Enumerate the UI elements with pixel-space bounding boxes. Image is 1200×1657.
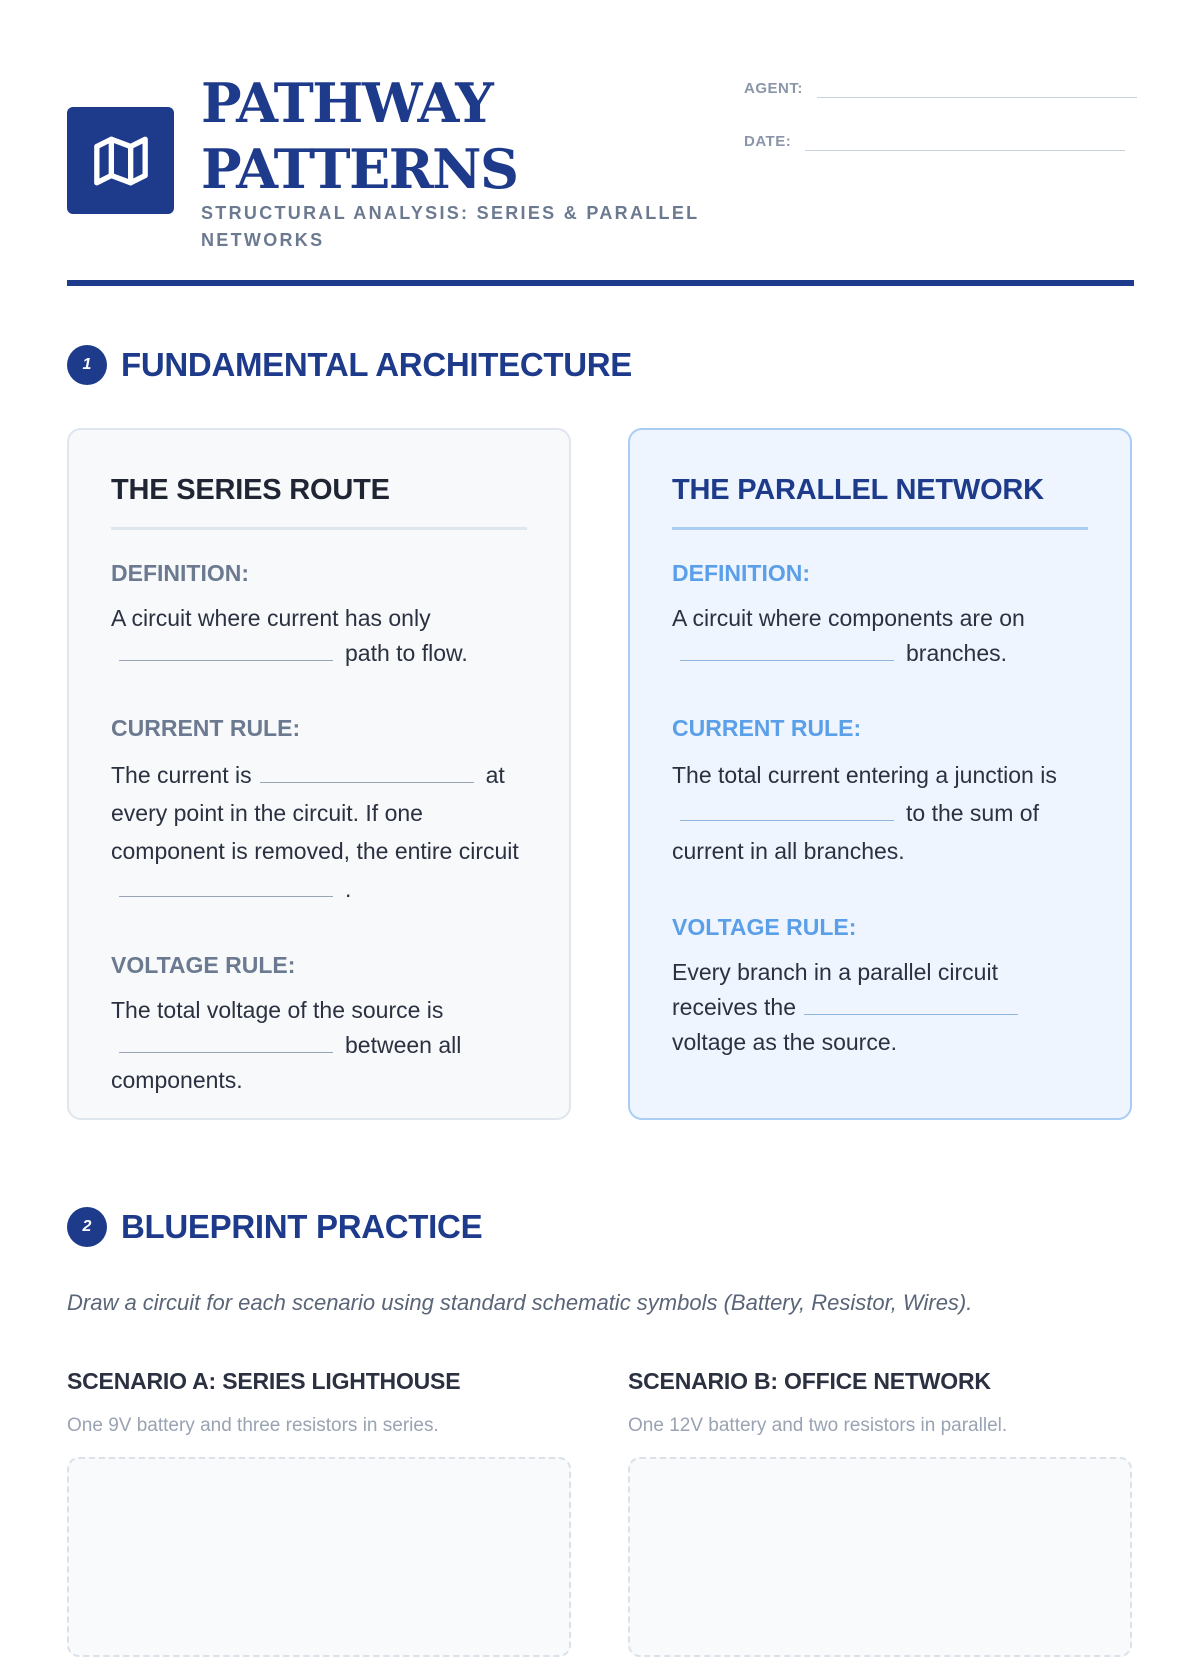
current-rule-label: CURRENT RULE: xyxy=(111,715,301,741)
date-label: DATE: xyxy=(744,132,792,150)
text-fragment: Every branch in a parallel circuit receives the xyxy=(672,959,998,1020)
date-row xyxy=(744,131,1125,151)
current-rule-label: CURRENT RULE: xyxy=(672,715,862,741)
page-subtitle: STRUCTURAL ANALYSIS: SERIES & PARALLEL NETWORKS xyxy=(201,203,700,250)
header-divider xyxy=(67,280,1134,286)
page-title: PATHWAY PATTERNS xyxy=(201,71,518,201)
definition-text xyxy=(672,601,1088,671)
voltage-rule-text xyxy=(111,993,527,1098)
fill-in-blank[interactable] xyxy=(119,1032,333,1053)
worksheet-page xyxy=(67,0,1134,1600)
practice-instructions: Draw a circuit for each scenario using standard schematic symbols (Battery, Resistor, Wires). xyxy=(67,1290,973,1315)
text-fragment: A circuit where components are on xyxy=(672,605,1025,631)
scenario-b xyxy=(628,1368,1132,1657)
fill-in-blank[interactable] xyxy=(804,994,1018,1015)
text-fragment: to the sum of current in all branches. xyxy=(672,800,1039,864)
fill-in-blank[interactable] xyxy=(260,762,474,783)
voltage-rule-label: VOLTAGE RULE: xyxy=(672,914,857,940)
drawing-area[interactable] xyxy=(628,1457,1132,1657)
text-fragment: The current is xyxy=(111,762,252,788)
section-title: BLUEPRINT PRACTICE xyxy=(121,1208,483,1245)
text-fragment: The total voltage of the source is xyxy=(111,997,444,1023)
current-rule-text xyxy=(672,756,1088,870)
text-fragment: branches. xyxy=(906,640,1008,666)
text-fragment: between all components. xyxy=(111,1032,462,1093)
scenario-title: SCENARIO A: SERIES LIGHTHOUSE xyxy=(67,1368,461,1394)
agent-label: AGENT: xyxy=(744,79,803,97)
scenario-description: One 9V battery and three resistors in series. xyxy=(67,1415,439,1436)
section-1-heading xyxy=(67,345,632,385)
text-fragment: voltage as the source. xyxy=(672,1029,898,1055)
definition-label: DEFINITION: xyxy=(111,560,249,586)
voltage-rule-label: VOLTAGE RULE: xyxy=(111,952,296,978)
section-2-heading xyxy=(67,1207,482,1247)
voltage-rule-text xyxy=(672,955,1088,1060)
voltage-rule-block xyxy=(672,914,1088,1060)
parallel-card xyxy=(628,428,1132,1120)
current-rule-block xyxy=(111,715,527,908)
text-fragment: at every point in the circuit. If one component is removed, the entire circuit xyxy=(111,762,519,864)
text-fragment: The total current entering a junction is xyxy=(672,762,1057,788)
definition-text xyxy=(111,601,527,671)
text-fragment: path to flow. xyxy=(345,640,468,666)
definition-block xyxy=(111,560,527,671)
card-title: THE SERIES ROUTE xyxy=(111,474,527,530)
scenario-title: SCENARIO B: OFFICE NETWORK xyxy=(628,1368,991,1394)
current-rule-block xyxy=(672,715,1088,870)
section-number-badge: 2 xyxy=(67,1207,107,1247)
section-number-badge: 1 xyxy=(67,345,107,385)
fill-in-blank[interactable] xyxy=(680,800,894,821)
series-card xyxy=(67,428,571,1120)
text-fragment: A circuit where current has only xyxy=(111,605,431,631)
fill-in-blank[interactable] xyxy=(119,640,333,661)
section-title: FUNDAMENTAL ARCHITECTURE xyxy=(121,346,632,383)
agent-field[interactable] xyxy=(817,96,1137,98)
fill-in-blank[interactable] xyxy=(119,876,333,897)
logo-badge xyxy=(67,107,174,214)
text-fragment: . xyxy=(345,876,352,902)
scenario-description: One 12V battery and two resistors in parallel. xyxy=(628,1415,1008,1436)
card-title: THE PARALLEL NETWORK xyxy=(672,474,1088,530)
definition-label: DEFINITION: xyxy=(672,560,810,586)
scenario-a xyxy=(67,1368,571,1657)
agent-row xyxy=(744,78,1137,98)
drawing-area[interactable] xyxy=(67,1457,571,1657)
date-field[interactable] xyxy=(805,149,1125,151)
current-rule-text xyxy=(111,756,527,908)
fill-in-blank[interactable] xyxy=(680,640,894,661)
map-icon xyxy=(92,132,150,190)
voltage-rule-block xyxy=(111,952,527,1098)
definition-block xyxy=(672,560,1088,671)
